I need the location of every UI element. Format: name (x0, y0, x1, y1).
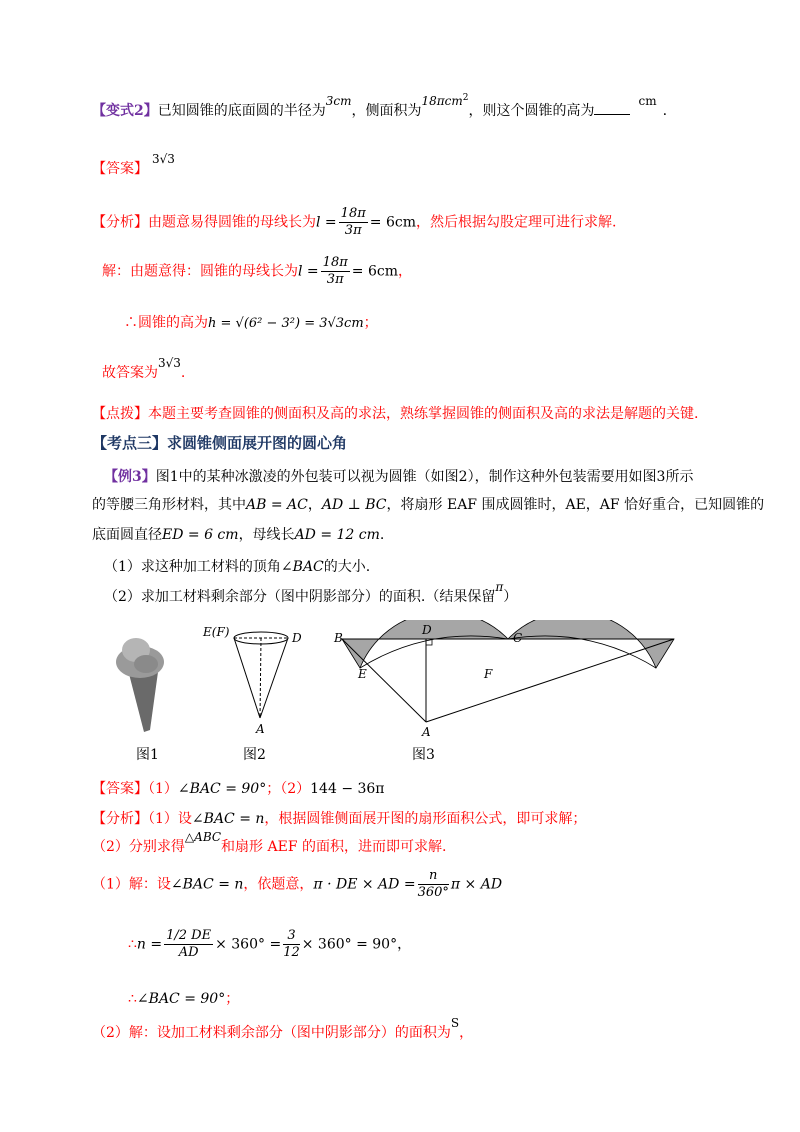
analysis1-tag: 【分析】 (92, 214, 148, 231)
solution1-line2 (124, 312, 378, 332)
s1eq-den: 360° (417, 885, 449, 900)
solution3-line2 (128, 928, 411, 961)
example3-line2a: 的等腰三角形材料，其中 (92, 497, 246, 513)
solution1-line3 (102, 356, 186, 382)
fig1-caption: 图1 (136, 747, 159, 763)
analysis1-den: 3π (344, 223, 362, 238)
analysis1-text2: ，然后根据勾股定理可进行求解. (415, 214, 617, 231)
solution1-num: 18π (322, 255, 348, 270)
answer3-sep: ；（2） (266, 781, 311, 797)
unit-label: cm (638, 94, 657, 108)
example3-line3a: 底面圆直径 (92, 527, 162, 543)
s1b: ，依题意， (243, 876, 314, 893)
fig2-caption: 图2 (243, 747, 266, 763)
answer3-tag: 【答案】 (92, 781, 148, 797)
s3b: ； (225, 991, 240, 1007)
s1m: ∠BAC = n (170, 876, 244, 893)
variant-question (92, 93, 668, 120)
area-value: 18πcm (421, 94, 463, 108)
variant-end: . (662, 103, 668, 119)
example3-line3m2: AD = 12 cm (294, 527, 380, 543)
example3-line2m2: AD ⊥ BC (321, 497, 387, 513)
example3-q2 (104, 580, 518, 606)
fig3-label-b: B (334, 631, 343, 645)
example3-line3m1: ED = 6 cm (162, 527, 239, 543)
s4a: （2）解：设加工材料剩余部分（图中阴影部分）的面积为 (92, 1025, 451, 1041)
fig2-label-d: D (292, 631, 302, 645)
q1-text: （1）求这种加工材料的顶角 (104, 559, 281, 575)
s3m: ∠BAC = 90° (136, 991, 226, 1007)
analysis3-b1: （2）分别求得 (92, 839, 185, 855)
solution3-line4 (92, 1016, 474, 1042)
s2-n: n = (136, 936, 163, 953)
figures-svg (100, 620, 720, 770)
answer1-tag: 【答案】 (92, 161, 148, 177)
ice-cream-figure (116, 638, 164, 732)
fig3-label-c: C (513, 631, 523, 645)
s4m: S (450, 1016, 460, 1030)
tip1-text: 本题主要考查圆锥的侧面积及高的求法，熟练掌握圆锥的侧面积及高的求法是解题的关键. (148, 406, 699, 422)
solution1-line1 (102, 255, 412, 288)
analysis1-text1: 由题意易得圆锥的母线长为 (148, 214, 316, 231)
q1-end: 的大小. (323, 559, 371, 575)
analysis1-rhs: = 6cm (369, 214, 416, 231)
example3-line2m1: AB = AC (246, 497, 308, 513)
solution1-den: 3π (326, 272, 344, 287)
s2-mid: × 360° = (215, 936, 282, 953)
s2-den: AD (178, 945, 199, 960)
variant-text2: ，侧面积为 (351, 103, 422, 119)
analysis3-tag: 【分析】 (92, 811, 148, 827)
variant-text3: ，则这个圆锥的高为 (468, 103, 595, 119)
answer3-m1: ∠BAC = 90° (177, 781, 267, 797)
solution3-line1 (92, 868, 502, 901)
analysis3-m1: ∠BAC = n (191, 811, 265, 827)
example3-line3b: ，母线长 (238, 527, 295, 543)
solution1-line1-text: 解：由题意得：圆锥的母线长为 (102, 263, 298, 280)
example3-line2b: ， (307, 497, 322, 513)
radius-value: 3cm (325, 94, 352, 108)
solution1-end: ， (397, 263, 412, 280)
q2-text: （2）求加工材料剩余部分（图中阴影部分）的面积.（结果保留 (104, 589, 496, 605)
solution1-rhs: = 6cm (351, 263, 398, 280)
analysis1-num: 18π (340, 206, 366, 221)
fig2-label-ef: E(F) (203, 625, 230, 639)
example3-line2 (92, 494, 764, 514)
example3-line1-text: 图1中的某种冰激凌的外包装可以视为圆锥（如图2），制作这种外包装需要用如图3所示 (155, 469, 694, 485)
analysis3-b2: 和扇形 AEF 的面积，进而即可求解. (221, 839, 447, 855)
s2a: ∴ (128, 936, 137, 953)
analysis3-a2: ，根据圆锥侧面展开图的扇形面积公式，即可求解； (264, 811, 587, 827)
example3-line1 (104, 466, 693, 486)
s2-end: × 360° = 90°， (301, 936, 412, 953)
s2-num2: 3 (283, 928, 300, 945)
triangle-sector-figure (333, 620, 674, 739)
answer3-m2: 144 − 36π (310, 781, 385, 797)
answer1 (92, 152, 175, 178)
solution1-line2-text: ∴圆锥的高为 (124, 315, 208, 331)
example3-q1 (104, 556, 370, 576)
example3-tag: 【例3】 (104, 469, 156, 485)
fig3-caption: 图3 (412, 747, 435, 763)
tip1-tag: 【点拨】 (92, 406, 148, 422)
solution3-line3 (128, 988, 239, 1008)
fig3-label-a: A (422, 725, 431, 739)
height-formula: h = √(6² − 3²) = 3√3cm (208, 316, 364, 331)
answer3-p1: （1） (148, 781, 178, 797)
variant-text1: 已知圆锥的底面圆的半径为 (157, 103, 326, 119)
fig3-label-d: D (422, 623, 432, 637)
s1eq-left: π · DE × AD = (313, 876, 416, 893)
analysis3-line1 (92, 808, 586, 828)
example3-line2c: ，将扇形 EAF 围成圆锥时，AE，AF 恰好重合，已知圆锥的 (386, 497, 765, 513)
s3a: ∴ (128, 991, 137, 1007)
solution1-lhs: l = (298, 263, 319, 280)
solution1-line3-text: 故答案为 (102, 365, 158, 381)
solution1-line2-end: ； (363, 315, 378, 331)
s4b: ， (459, 1025, 474, 1041)
answer1-value: 3√3 (152, 152, 175, 166)
s1eq-right: π × AD (450, 876, 503, 893)
fig3-label-e: E (358, 667, 367, 681)
s1a: （1）解：设 (92, 876, 171, 893)
q1-math: ∠BAC (280, 559, 324, 575)
example3-line3c: . (379, 527, 385, 543)
answer-blank (594, 102, 630, 115)
answer3 (92, 778, 385, 798)
section3-title: 【考点三】求圆锥侧面展开图的圆心角 (92, 434, 348, 452)
q2-math: π (495, 580, 504, 594)
analysis1 (92, 206, 616, 239)
analysis3-a1: （1）设 (148, 811, 192, 827)
q2-end: ） (503, 589, 518, 605)
cone-figure (202, 625, 302, 736)
fig3-label-f: F (484, 667, 493, 681)
analysis3-line2 (92, 830, 447, 856)
fig2-label-a: A (256, 722, 265, 736)
solution1-line3-value: 3√3 (158, 356, 181, 370)
s1eq-num: n (418, 868, 449, 885)
s2-den2: 12 (283, 945, 300, 960)
variant-tag: 【变式2】 (92, 103, 158, 119)
analysis3-m2: △ABC (184, 830, 222, 844)
tip1 (92, 403, 698, 423)
s2-num: 1/2 DE (166, 928, 212, 943)
solution1-line3-end: . (180, 365, 186, 381)
area-exponent: 2 (462, 93, 469, 103)
analysis1-lhs: l = (316, 214, 337, 231)
example3-line3 (92, 524, 384, 544)
